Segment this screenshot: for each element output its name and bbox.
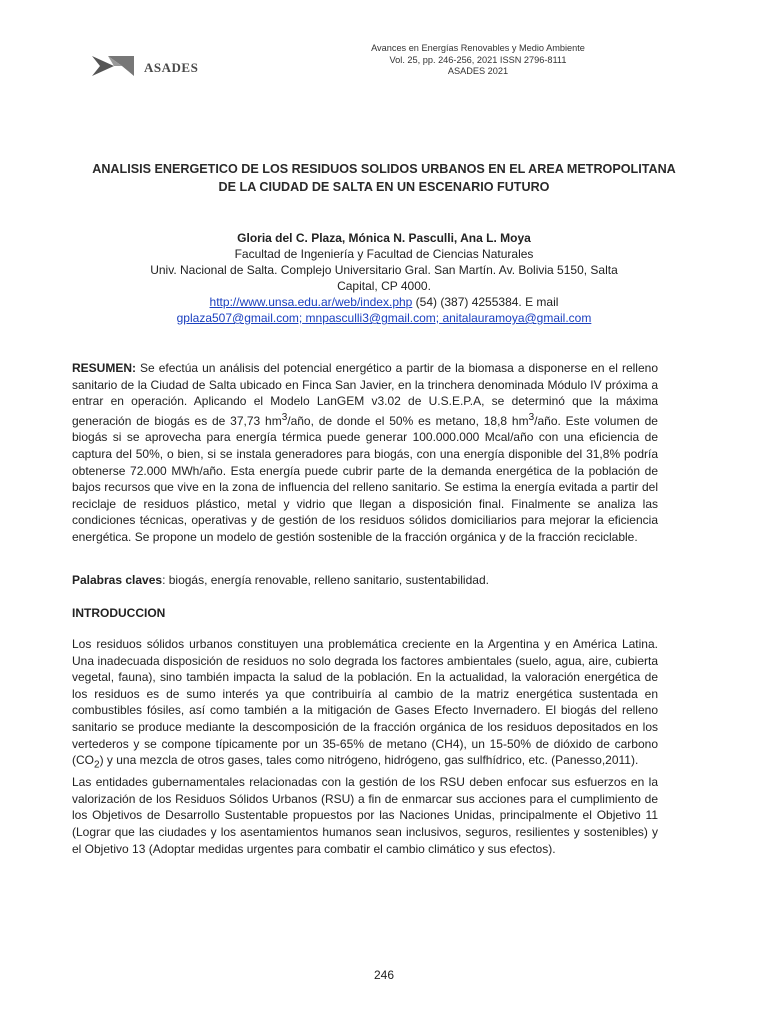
abstract-text-b: /año, de donde el 50% es metano, 18,8 hm — [287, 413, 529, 428]
email-link-2[interactable]: mnpasculli3@gmail.com; — [302, 311, 440, 325]
keywords-label: Palabras claves — [72, 573, 163, 587]
university-url-link[interactable]: http://www.unsa.edu.ar/web/index.php — [209, 295, 413, 309]
page-number: 246 — [373, 968, 395, 982]
paper-title — [72, 160, 696, 196]
abstract — [72, 360, 658, 546]
email-line — [0, 310, 768, 326]
journal-name: Avances en Energías Renovables y Medio Ambiente — [371, 43, 585, 53]
affiliation-line-1: Facultad de Ingeniería y Facultad de Ciencias Naturales — [234, 247, 534, 261]
journal-info — [338, 43, 618, 78]
abstract-text-a: Se efectúa un análisis del potencial energético a partir de la biomasa a disponerse en el relleno sanitario de la Ciudad de Salta ubicado en Finca San Javier, en la trinchera denominada Módulo IV próxima a entrar en operación. Aplicando el Modelo LanGEM v3.02 de U.S.E.P.A, se determinó que la máxima generación de biogás es de 37,73 hm — [72, 361, 658, 428]
asades-logo-icon — [92, 54, 134, 76]
journal-volume: Vol. 25, pp. 246-256, 2021 ISSN 2796-8111 — [389, 54, 567, 65]
intro-p1-b: ) y una mezcla de otros gases, tales como nitrógeno, hidrógeno, gas sulfhídrico, etc. (Panesso,2011). — [99, 753, 639, 768]
email-link-1[interactable]: gplaza507@gmail.com; — [176, 311, 303, 325]
intro-p1-a: Los residuos sólidos urbanos constituyen una problemática creciente en la Argentina y en América Latina. Una inadecuada disposición de residuos no solo degrada los factores ambientales (suelo, agua, aire, cubierta vegetal, fauna), sino también impacta la salud de la población. En la actualidad, la valoración energética de los residuos es de sumo interés ya que contribuiría al cambio de la matriz energética sustentada en combustibles fósiles, así como también a la mitigación de Gases Efecto Invernadero. El biogás del relleno sanitario se produce mediante la descomposición de la fracción orgánica de los residuos depositados en los vertederos y se compone típicamente por un 35-65% de metano (CH4), un 15-50% de dióxido de carbono (CO — [72, 637, 658, 768]
journal-year: ASADES 2021 — [447, 66, 509, 76]
contact-line — [0, 294, 768, 310]
title-line-1: ANALISIS ENERGETICO DE LOS RESIDUOS SOLIDOS URBANOS EN EL AREA METROPOLITANA — [92, 162, 676, 176]
intro-sub: 2 — [94, 759, 100, 771]
title-line-2: DE LA CIUDAD DE SALTA EN UN ESCENARIO FUTURO — [218, 180, 550, 194]
author-block — [0, 230, 768, 326]
keywords-text: : biogás, energía renovable, relleno sanitario, sustentabilidad. — [162, 573, 489, 587]
email-link-3[interactable]: anitalauramoya@gmail.com — [439, 311, 592, 325]
introduction-heading: INTRODUCCION — [72, 606, 166, 620]
intro-paragraph-1 — [72, 636, 658, 774]
abstract-sup-2: 3 — [528, 411, 535, 423]
intro-paragraph-2: Las entidades gubernamentales relacionadas con la gestión de los RSU deben enfocar sus esfuerzos en la valorización de los Residuos Sólidos Urbanos (RSU) a fin de enmarcar sus acciones para el cumplimiento de los Objetivos de Desarrollo Sustentable propuestos por las Naciones Unidas, principalmente el Objetivo 11 (Lograr que las ciudades y los asentamientos humanos sean inclusivos, seguros, resilientes y sostenibles) y el Objetivo 13 (Adoptar medidas urgentes para combatir el cambio climático y sus efectos). — [72, 775, 658, 856]
author-names: Gloria del C. Plaza, Mónica N. Pasculli, Ana L. Moya — [237, 231, 531, 245]
logo-text: ASADES — [144, 60, 199, 75]
asades-logo — [92, 54, 198, 76]
affiliation-line-2: Univ. Nacional de Salta. Complejo Universitario Gral. San Martín. Av. Bolivia 5150, Salta — [150, 263, 618, 277]
affiliation-line-3: Capital, CP 4000. — [337, 279, 431, 293]
abstract-label: RESUMEN: — [72, 361, 137, 375]
abstract-text-c: /año. Este volumen de biogás si se aprovecha para energía térmica puede generar 100.000.000 Mcal/año con una eficiencia de captura del 50%, o bien, si se instala generadores para biogás, con una energía disponible del 31,8% podría obtenerse 72.000 MWh/año. Esta energía puede cubrir parte de la demanda energética de la población de bajos recursos que vive en la zona de influencia del relleno sanitario. Se estima la energía evitada a partir del reciclaje de residuos plástico, metal y vidrio que llegan a disposición final. Finalmente se analiza las condiciones técnicas, operativas y de gestión de los residuos sólidos domiciliarios para mejorar la eficiencia energética. Se propone un modelo de gestión sostenible de la fracción orgánica y de la fracción reciclable. — [72, 413, 658, 544]
phone-text: (54) (387) 4255384. E mail — [412, 295, 559, 309]
introduction-body — [72, 636, 658, 857]
abstract-sup-1: 3 — [281, 411, 288, 423]
keywords — [72, 572, 658, 589]
